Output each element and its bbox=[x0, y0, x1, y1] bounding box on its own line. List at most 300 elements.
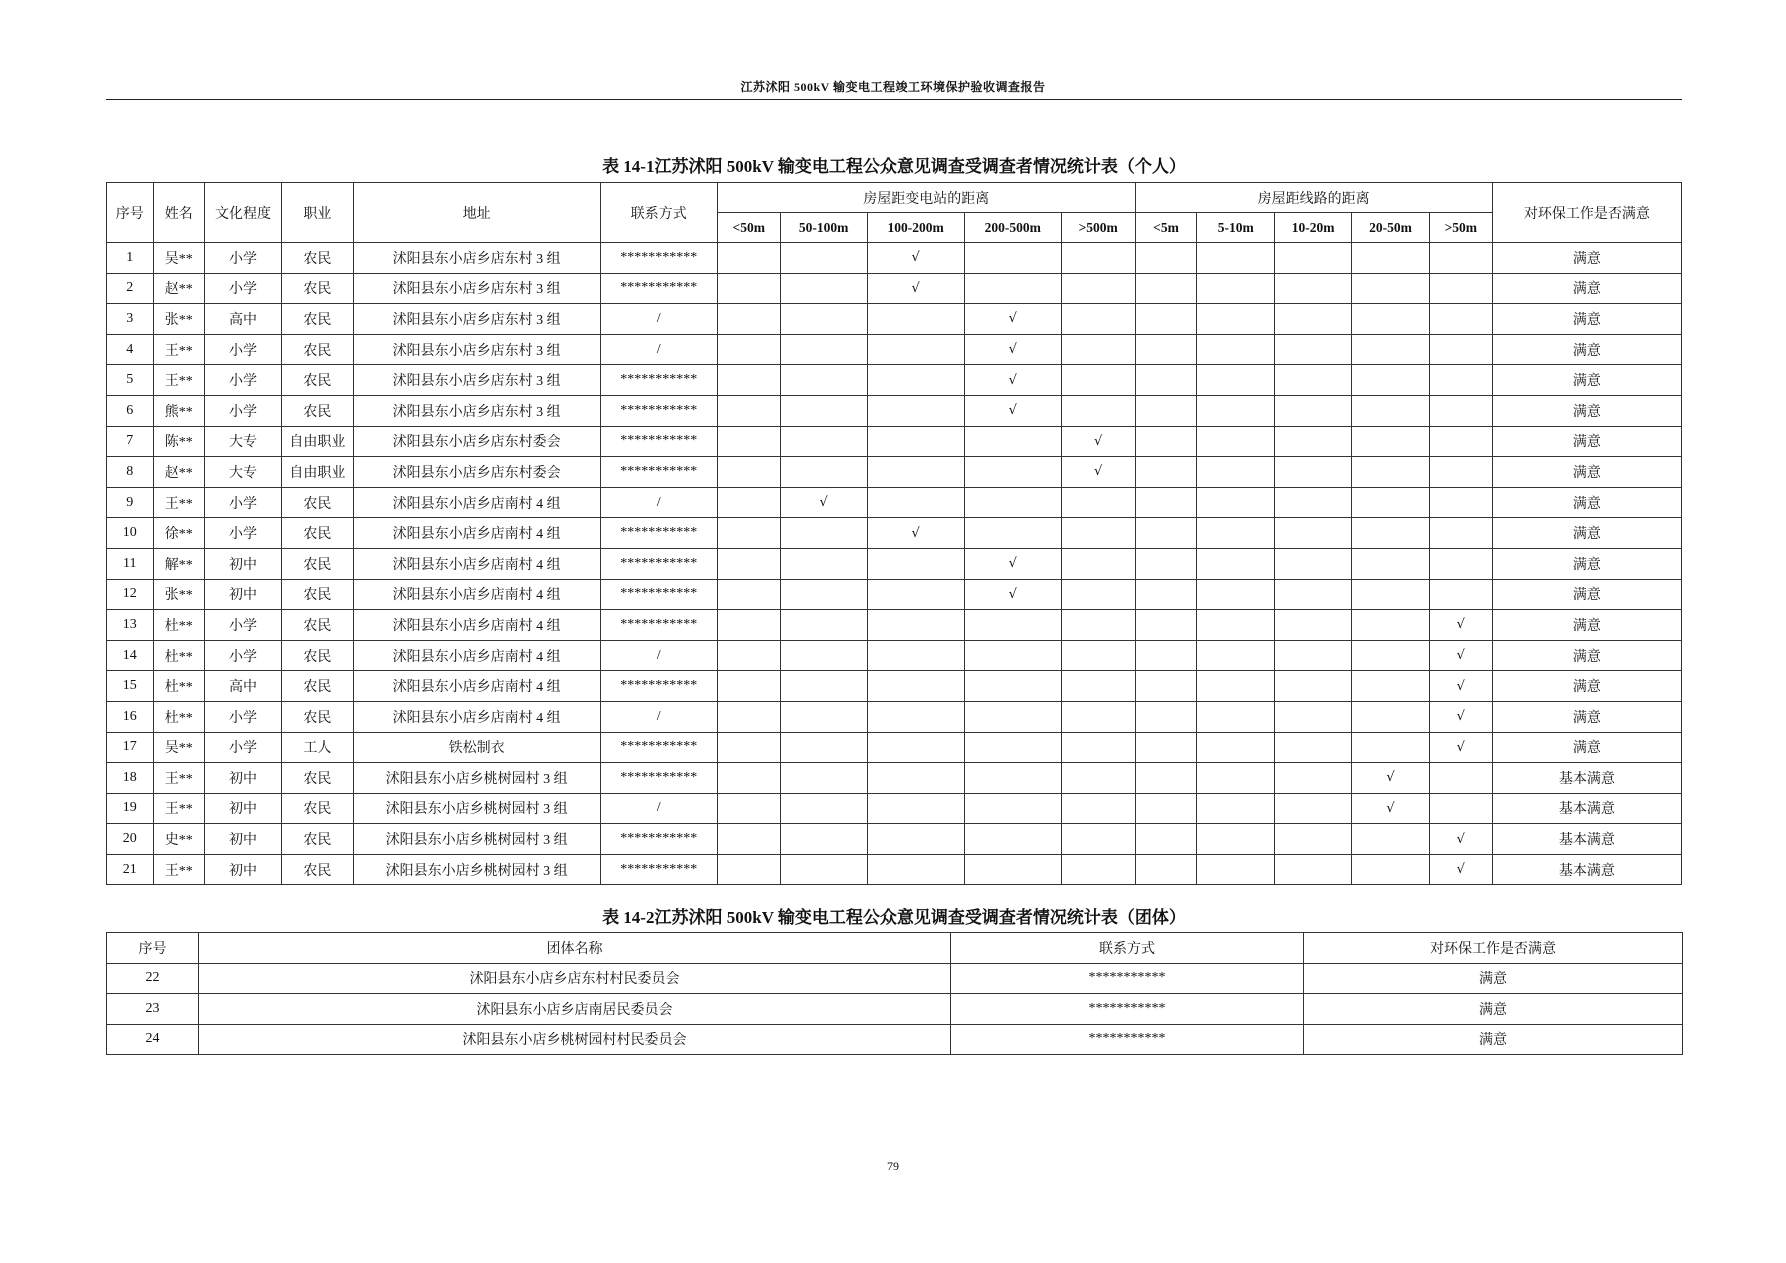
cell-education: 初中 bbox=[205, 763, 282, 794]
cell-substation-distance bbox=[780, 824, 867, 855]
cell-group-name: 沭阳县东小店乡店东村村民委员会 bbox=[199, 963, 951, 994]
cell-substation-distance bbox=[717, 273, 780, 304]
cell-substation-distance bbox=[867, 824, 964, 855]
cell-address: 沭阳县东小店乡店南村 4 组 bbox=[353, 640, 600, 671]
cell-substation-distance bbox=[867, 548, 964, 579]
cell-occupation: 农民 bbox=[281, 273, 353, 304]
col-header-contact: 联系方式 bbox=[600, 183, 717, 243]
cell-line-distance bbox=[1135, 273, 1197, 304]
cell-education: 小学 bbox=[205, 273, 282, 304]
col-header-line-gt50: >50m bbox=[1429, 213, 1492, 243]
cell-satisfaction: 满意 bbox=[1492, 671, 1681, 702]
cell-substation-distance bbox=[867, 640, 964, 671]
cell-name: 杜** bbox=[153, 701, 205, 732]
cell-line-distance bbox=[1135, 426, 1197, 457]
cell-occupation: 农民 bbox=[281, 487, 353, 518]
table1-caption-text: 江苏沭阳 500kV 输变电工程公众意见调查受调查者情况统计表（个人） bbox=[654, 157, 1186, 176]
cell-education: 初中 bbox=[205, 854, 282, 885]
cell-substation-distance bbox=[1061, 701, 1135, 732]
table-row bbox=[107, 793, 1682, 824]
cell-education: 小学 bbox=[205, 701, 282, 732]
table2-caption-text: 江苏沭阳 500kV 输变电工程公众意见调查受调查者情况统计表（团体） bbox=[654, 908, 1186, 927]
cell-substation-distance bbox=[867, 487, 964, 518]
cell-occupation: 农民 bbox=[281, 701, 353, 732]
cell-line-distance bbox=[1429, 243, 1492, 274]
col-header-sub-lt50: <50m bbox=[717, 213, 780, 243]
col-header-sub-gt500: >500m bbox=[1061, 213, 1135, 243]
cell-education: 高中 bbox=[205, 304, 282, 335]
table-row bbox=[107, 671, 1682, 702]
cell-satisfaction: 基本满意 bbox=[1492, 854, 1681, 885]
cell-substation-distance bbox=[780, 273, 867, 304]
cell-line-distance bbox=[1275, 243, 1352, 274]
cell-name: 张** bbox=[153, 304, 205, 335]
header-divider bbox=[106, 99, 1682, 100]
cell-contact: *********** bbox=[600, 854, 717, 885]
cell-line-distance bbox=[1197, 854, 1275, 885]
cell-address: 沭阳县东小店乡店南村 4 组 bbox=[353, 487, 600, 518]
cell-substation-distance bbox=[780, 732, 867, 763]
cell-substation-distance bbox=[964, 854, 1061, 885]
cell-substation-distance bbox=[1061, 671, 1135, 702]
cell-line-distance bbox=[1429, 457, 1492, 488]
table-row bbox=[107, 243, 1682, 274]
cell-substation-distance bbox=[964, 640, 1061, 671]
cell-occupation: 自由职业 bbox=[281, 426, 353, 457]
cell-satisfaction: 满意 bbox=[1492, 304, 1681, 335]
cell-line-distance bbox=[1275, 487, 1352, 518]
cell-line-distance bbox=[1429, 334, 1492, 365]
cell-line-distance bbox=[1197, 701, 1275, 732]
cell-line-distance bbox=[1135, 548, 1197, 579]
cell-line-distance: √ bbox=[1352, 793, 1430, 824]
cell-education: 小学 bbox=[205, 395, 282, 426]
cell-substation-distance bbox=[964, 243, 1061, 274]
cell-line-distance bbox=[1197, 579, 1275, 610]
cell-substation-distance: √ bbox=[964, 334, 1061, 365]
cell-line-distance bbox=[1352, 548, 1430, 579]
cell-substation-distance bbox=[1061, 640, 1135, 671]
table-row bbox=[107, 518, 1682, 549]
cell-line-distance bbox=[1429, 365, 1492, 396]
table-row bbox=[107, 994, 1683, 1025]
cell-contact: *********** bbox=[600, 518, 717, 549]
cell-line-distance bbox=[1135, 457, 1197, 488]
cell-occupation: 农民 bbox=[281, 334, 353, 365]
cell-education: 小学 bbox=[205, 610, 282, 641]
cell-education: 小学 bbox=[205, 640, 282, 671]
cell-substation-distance bbox=[1061, 793, 1135, 824]
cell-substation-distance bbox=[1061, 304, 1135, 335]
cell-substation-distance bbox=[717, 824, 780, 855]
cell-substation-distance bbox=[867, 854, 964, 885]
col-header-sub-200-500: 200-500m bbox=[964, 213, 1061, 243]
table-row bbox=[107, 457, 1682, 488]
cell-substation-distance bbox=[717, 365, 780, 396]
cell-seq: 21 bbox=[107, 854, 154, 885]
cell-contact: *********** bbox=[600, 579, 717, 610]
cell-substation-distance bbox=[1061, 854, 1135, 885]
cell-line-distance: √ bbox=[1429, 610, 1492, 641]
cell-substation-distance bbox=[780, 334, 867, 365]
cell-satisfaction: 满意 bbox=[1492, 701, 1681, 732]
cell-occupation: 农民 bbox=[281, 640, 353, 671]
cell-line-distance bbox=[1197, 334, 1275, 365]
cell-line-distance bbox=[1275, 579, 1352, 610]
page-number: 79 bbox=[887, 1159, 899, 1173]
cell-line-distance bbox=[1429, 763, 1492, 794]
cell-education: 小学 bbox=[205, 732, 282, 763]
cell-address: 沭阳县东小店乡店南村 4 组 bbox=[353, 579, 600, 610]
cell-substation-distance bbox=[867, 793, 964, 824]
cell-seq: 19 bbox=[107, 793, 154, 824]
col-header-seq: 序号 bbox=[107, 933, 199, 964]
cell-line-distance bbox=[1135, 793, 1197, 824]
cell-substation-distance bbox=[780, 548, 867, 579]
cell-substation-distance bbox=[780, 426, 867, 457]
cell-contact: *********** bbox=[600, 610, 717, 641]
cell-substation-distance bbox=[964, 732, 1061, 763]
cell-satisfaction: 基本满意 bbox=[1492, 793, 1681, 824]
cell-line-distance bbox=[1135, 243, 1197, 274]
cell-occupation: 农民 bbox=[281, 243, 353, 274]
cell-substation-distance bbox=[717, 548, 780, 579]
cell-occupation: 农民 bbox=[281, 854, 353, 885]
cell-line-distance bbox=[1352, 640, 1430, 671]
cell-contact: *********** bbox=[600, 243, 717, 274]
cell-substation-distance bbox=[780, 701, 867, 732]
cell-satisfaction: 满意 bbox=[1492, 426, 1681, 457]
cell-line-distance bbox=[1197, 793, 1275, 824]
cell-substation-distance bbox=[1061, 610, 1135, 641]
cell-substation-distance bbox=[1061, 273, 1135, 304]
cell-address: 沭阳县东小店乡店东村 3 组 bbox=[353, 273, 600, 304]
cell-seq: 23 bbox=[107, 994, 199, 1025]
cell-substation-distance bbox=[1061, 487, 1135, 518]
cell-name: 赵** bbox=[153, 457, 205, 488]
cell-name: 史** bbox=[153, 824, 205, 855]
cell-line-distance bbox=[1197, 732, 1275, 763]
cell-substation-distance: √ bbox=[867, 518, 964, 549]
cell-satisfaction: 满意 bbox=[1304, 1024, 1683, 1055]
cell-occupation: 农民 bbox=[281, 824, 353, 855]
cell-substation-distance bbox=[717, 671, 780, 702]
cell-line-distance bbox=[1197, 671, 1275, 702]
table-row bbox=[107, 963, 1683, 994]
table-row bbox=[107, 610, 1682, 641]
cell-substation-distance bbox=[1061, 548, 1135, 579]
cell-substation-distance bbox=[867, 579, 964, 610]
col-header-satisfaction: 对环保工作是否满意 bbox=[1304, 933, 1683, 964]
cell-address: 沭阳县东小店乡店东村委会 bbox=[353, 426, 600, 457]
cell-seq: 2 bbox=[107, 273, 154, 304]
cell-line-distance: √ bbox=[1429, 671, 1492, 702]
cell-line-distance bbox=[1135, 732, 1197, 763]
cell-name: 张** bbox=[153, 579, 205, 610]
cell-substation-distance bbox=[780, 304, 867, 335]
cell-address: 沭阳县东小店乡桃树园村 3 组 bbox=[353, 763, 600, 794]
cell-occupation: 农民 bbox=[281, 395, 353, 426]
cell-line-distance bbox=[1135, 334, 1197, 365]
cell-contact: / bbox=[600, 487, 717, 518]
cell-name: 王** bbox=[153, 334, 205, 365]
table-row bbox=[107, 824, 1682, 855]
cell-address: 沭阳县东小店乡店南村 4 组 bbox=[353, 548, 600, 579]
cell-seq: 18 bbox=[107, 763, 154, 794]
cell-substation-distance bbox=[780, 243, 867, 274]
cell-substation-distance bbox=[717, 579, 780, 610]
cell-line-distance bbox=[1352, 426, 1430, 457]
cell-substation-distance bbox=[964, 457, 1061, 488]
cell-substation-distance bbox=[867, 732, 964, 763]
table1-caption bbox=[106, 152, 1682, 177]
cell-line-distance bbox=[1135, 610, 1197, 641]
cell-substation-distance bbox=[780, 610, 867, 641]
cell-seq: 14 bbox=[107, 640, 154, 671]
col-header-sub-100-200: 100-200m bbox=[867, 213, 964, 243]
cell-substation-distance bbox=[867, 457, 964, 488]
cell-satisfaction: 满意 bbox=[1492, 579, 1681, 610]
cell-line-distance bbox=[1352, 671, 1430, 702]
cell-seq: 8 bbox=[107, 457, 154, 488]
cell-name: 杜** bbox=[153, 610, 205, 641]
cell-contact: *********** bbox=[600, 763, 717, 794]
cell-line-distance bbox=[1352, 732, 1430, 763]
cell-substation-distance bbox=[780, 457, 867, 488]
cell-occupation: 农民 bbox=[281, 610, 353, 641]
cell-address: 铁松制衣 bbox=[353, 732, 600, 763]
col-header-occupation: 职业 bbox=[281, 183, 353, 243]
table-row bbox=[107, 579, 1682, 610]
cell-name: 吴** bbox=[153, 243, 205, 274]
cell-substation-distance bbox=[964, 793, 1061, 824]
cell-contact: *********** bbox=[951, 994, 1304, 1025]
cell-name: 王** bbox=[153, 365, 205, 396]
cell-substation-distance: √ bbox=[780, 487, 867, 518]
cell-line-distance bbox=[1352, 395, 1430, 426]
cell-substation-distance bbox=[717, 854, 780, 885]
cell-line-distance bbox=[1135, 365, 1197, 396]
cell-seq: 1 bbox=[107, 243, 154, 274]
cell-line-distance bbox=[1197, 763, 1275, 794]
cell-line-distance bbox=[1429, 273, 1492, 304]
col-header-seq: 序号 bbox=[107, 183, 154, 243]
cell-occupation: 农民 bbox=[281, 548, 353, 579]
cell-seq: 9 bbox=[107, 487, 154, 518]
cell-substation-distance bbox=[964, 763, 1061, 794]
cell-name: 徐** bbox=[153, 518, 205, 549]
cell-name: 吴** bbox=[153, 732, 205, 763]
cell-group-name: 沭阳县东小店乡桃树园村村民委员会 bbox=[199, 1024, 951, 1055]
cell-line-distance bbox=[1275, 395, 1352, 426]
cell-education: 大专 bbox=[205, 426, 282, 457]
table-row bbox=[107, 854, 1682, 885]
cell-seq: 6 bbox=[107, 395, 154, 426]
cell-substation-distance bbox=[780, 365, 867, 396]
cell-substation-distance bbox=[717, 640, 780, 671]
cell-occupation: 农民 bbox=[281, 304, 353, 335]
cell-substation-distance bbox=[780, 793, 867, 824]
cell-line-distance bbox=[1352, 518, 1430, 549]
cell-seq: 16 bbox=[107, 701, 154, 732]
cell-substation-distance bbox=[717, 243, 780, 274]
cell-address: 沭阳县东小店乡店南村 4 组 bbox=[353, 671, 600, 702]
cell-line-distance bbox=[1197, 640, 1275, 671]
col-header-address: 地址 bbox=[353, 183, 600, 243]
cell-education: 初中 bbox=[205, 824, 282, 855]
cell-substation-distance: √ bbox=[964, 548, 1061, 579]
cell-address: 沭阳县东小店乡店南村 4 组 bbox=[353, 518, 600, 549]
cell-contact: *********** bbox=[600, 273, 717, 304]
cell-education: 小学 bbox=[205, 365, 282, 396]
cell-line-distance bbox=[1135, 395, 1197, 426]
cell-contact: / bbox=[600, 793, 717, 824]
cell-seq: 20 bbox=[107, 824, 154, 855]
cell-substation-distance bbox=[964, 701, 1061, 732]
col-header-line-20-50: 20-50m bbox=[1352, 213, 1430, 243]
cell-name: 熊** bbox=[153, 395, 205, 426]
cell-address: 沭阳县东小店乡店东村 3 组 bbox=[353, 365, 600, 396]
cell-substation-distance bbox=[717, 395, 780, 426]
cell-line-distance bbox=[1429, 304, 1492, 335]
col-header-satisfaction: 对环保工作是否满意 bbox=[1492, 183, 1681, 243]
cell-line-distance bbox=[1275, 854, 1352, 885]
table-row bbox=[107, 273, 1682, 304]
cell-satisfaction: 满意 bbox=[1492, 732, 1681, 763]
cell-seq: 15 bbox=[107, 671, 154, 702]
cell-line-distance bbox=[1135, 518, 1197, 549]
cell-education: 小学 bbox=[205, 518, 282, 549]
cell-line-distance bbox=[1275, 548, 1352, 579]
cell-substation-distance bbox=[717, 334, 780, 365]
cell-line-distance bbox=[1275, 701, 1352, 732]
cell-line-distance bbox=[1197, 365, 1275, 396]
table-row bbox=[107, 304, 1682, 335]
cell-address: 沭阳县东小店乡店南村 4 组 bbox=[353, 701, 600, 732]
cell-occupation: 农民 bbox=[281, 671, 353, 702]
cell-address: 沭阳县东小店乡店东村 3 组 bbox=[353, 334, 600, 365]
cell-line-distance bbox=[1275, 610, 1352, 641]
cell-substation-distance bbox=[717, 610, 780, 641]
cell-contact: *********** bbox=[600, 824, 717, 855]
cell-contact: / bbox=[600, 334, 717, 365]
cell-substation-distance bbox=[717, 763, 780, 794]
cell-address: 沭阳县东小店乡桃树园村 3 组 bbox=[353, 793, 600, 824]
cell-substation-distance bbox=[1061, 365, 1135, 396]
cell-group-name: 沭阳县东小店乡店南居民委员会 bbox=[199, 994, 951, 1025]
cell-line-distance bbox=[1352, 854, 1430, 885]
cell-seq: 17 bbox=[107, 732, 154, 763]
cell-line-distance bbox=[1197, 243, 1275, 274]
cell-substation-distance: √ bbox=[1061, 457, 1135, 488]
cell-occupation: 农民 bbox=[281, 365, 353, 396]
cell-substation-distance: √ bbox=[964, 579, 1061, 610]
cell-substation-distance: √ bbox=[964, 395, 1061, 426]
cell-line-distance: √ bbox=[1429, 701, 1492, 732]
cell-substation-distance bbox=[1061, 395, 1135, 426]
cell-satisfaction: 满意 bbox=[1492, 487, 1681, 518]
cell-line-distance bbox=[1429, 395, 1492, 426]
cell-substation-distance: √ bbox=[867, 273, 964, 304]
cell-occupation: 农民 bbox=[281, 579, 353, 610]
cell-seq: 24 bbox=[107, 1024, 199, 1055]
table-row bbox=[107, 1024, 1683, 1055]
cell-substation-distance bbox=[717, 487, 780, 518]
cell-line-distance: √ bbox=[1429, 824, 1492, 855]
cell-line-distance bbox=[1429, 579, 1492, 610]
cell-name: 王** bbox=[153, 793, 205, 824]
cell-substation-distance bbox=[717, 304, 780, 335]
cell-line-distance bbox=[1197, 487, 1275, 518]
cell-line-distance bbox=[1352, 610, 1430, 641]
cell-substation-distance bbox=[1061, 824, 1135, 855]
cell-name: 杜** bbox=[153, 671, 205, 702]
cell-substation-distance bbox=[867, 671, 964, 702]
cell-substation-distance bbox=[1061, 763, 1135, 794]
cell-seq: 7 bbox=[107, 426, 154, 457]
cell-address: 沭阳县东小店乡店南村 4 组 bbox=[353, 610, 600, 641]
cell-substation-distance bbox=[717, 732, 780, 763]
group-survey-table bbox=[106, 932, 1683, 1055]
cell-line-distance bbox=[1275, 671, 1352, 702]
cell-line-distance bbox=[1352, 579, 1430, 610]
cell-contact: / bbox=[600, 304, 717, 335]
cell-line-distance: √ bbox=[1429, 854, 1492, 885]
cell-substation-distance bbox=[867, 610, 964, 641]
cell-satisfaction: 满意 bbox=[1492, 640, 1681, 671]
cell-line-distance bbox=[1352, 487, 1430, 518]
cell-contact: *********** bbox=[600, 365, 717, 396]
cell-satisfaction: 满意 bbox=[1492, 548, 1681, 579]
table2-caption bbox=[106, 903, 1682, 928]
cell-line-distance bbox=[1197, 395, 1275, 426]
cell-seq: 11 bbox=[107, 548, 154, 579]
cell-address: 沭阳县东小店乡店东村 3 组 bbox=[353, 304, 600, 335]
cell-education: 初中 bbox=[205, 579, 282, 610]
individual-survey-table bbox=[106, 182, 1682, 885]
cell-seq: 22 bbox=[107, 963, 199, 994]
cell-line-distance bbox=[1429, 426, 1492, 457]
table-row bbox=[107, 426, 1682, 457]
cell-substation-distance bbox=[964, 610, 1061, 641]
cell-contact: *********** bbox=[600, 548, 717, 579]
cell-line-distance bbox=[1352, 273, 1430, 304]
cell-substation-distance bbox=[867, 334, 964, 365]
cell-line-distance bbox=[1352, 824, 1430, 855]
cell-contact: *********** bbox=[600, 732, 717, 763]
cell-contact: / bbox=[600, 701, 717, 732]
cell-seq: 5 bbox=[107, 365, 154, 396]
cell-substation-distance bbox=[717, 457, 780, 488]
cell-line-distance bbox=[1275, 304, 1352, 335]
cell-substation-distance: √ bbox=[964, 365, 1061, 396]
cell-line-distance bbox=[1197, 518, 1275, 549]
cell-line-distance bbox=[1429, 518, 1492, 549]
cell-line-distance bbox=[1135, 304, 1197, 335]
cell-line-distance: √ bbox=[1429, 640, 1492, 671]
cell-line-distance bbox=[1429, 793, 1492, 824]
cell-substation-distance: √ bbox=[867, 243, 964, 274]
cell-address: 沭阳县东小店乡店东村 3 组 bbox=[353, 395, 600, 426]
cell-substation-distance bbox=[717, 426, 780, 457]
cell-line-distance bbox=[1275, 640, 1352, 671]
cell-substation-distance bbox=[1061, 518, 1135, 549]
cell-substation-distance bbox=[867, 395, 964, 426]
cell-line-distance bbox=[1197, 457, 1275, 488]
cell-line-distance bbox=[1429, 487, 1492, 518]
cell-line-distance bbox=[1135, 824, 1197, 855]
cell-occupation: 工人 bbox=[281, 732, 353, 763]
